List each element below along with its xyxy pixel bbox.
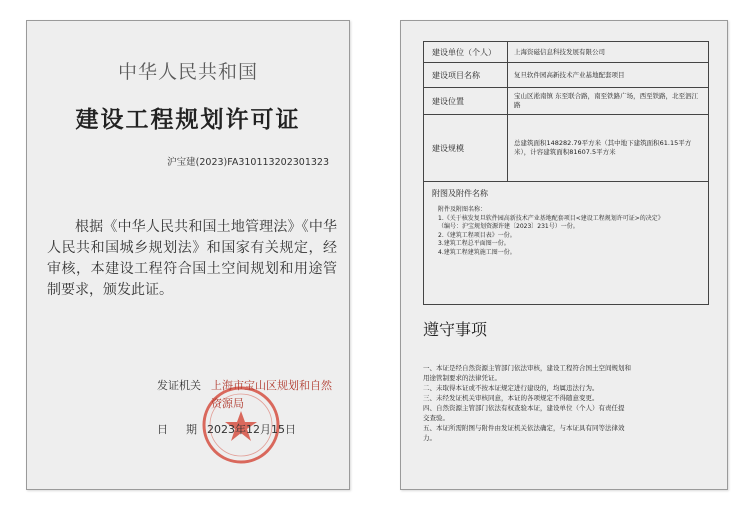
list-item: 附件及附图名称： xyxy=(438,206,487,213)
country-name: 中华人民共和国 xyxy=(117,61,258,83)
issuer-label: 发证机关 xyxy=(157,379,201,392)
permit-front-page xyxy=(26,20,350,490)
list-item: 3.建筑工程总平面图一份。 xyxy=(438,240,510,247)
row-value: 复旦软件园高新技术产业基地配套项目 xyxy=(514,70,625,79)
attachments-title: 附图及附件名称 xyxy=(432,189,488,198)
project-info-table xyxy=(423,41,709,305)
row-label: 建设项目名称 xyxy=(424,63,508,87)
list-item: 二、未取得本证或不按本证规定进行建设的，均属违法行为。 xyxy=(423,384,599,392)
row-label: 建设位置 xyxy=(424,88,508,114)
date-label: 日期 xyxy=(157,423,215,436)
permit-detail-page xyxy=(400,20,728,490)
list-item: 交查验。 xyxy=(423,414,449,422)
permit-body xyxy=(47,217,337,301)
permit-title: 建设工程规划许可证 xyxy=(75,106,301,133)
table-row xyxy=(424,88,708,115)
list-item: 4.建筑工程建筑施工图一份。 xyxy=(438,248,516,256)
row-label: 建设单位（个人） xyxy=(424,42,508,62)
table-row xyxy=(424,63,708,88)
notes-list xyxy=(423,363,707,443)
permit-body-paragraph: 根据《中华人民共和国土地管理法》《中华人民共和国城乡规划法》和国家有关规定，经审核，本建设工程符合国土空间规划和用途管制要求，颁发此证。 xyxy=(47,219,337,298)
issuer-name: 上海市宝山区规划和自然资源局 xyxy=(211,379,332,410)
attachments-list xyxy=(438,206,700,257)
table-row xyxy=(424,115,708,182)
list-item: 三、未经发证机关审核同意，本证的各项规定不得随意变更。 xyxy=(423,394,599,402)
list-item: 一、本证是经自然资源主管部门依法审核，建设工程符合国土空间规划和 xyxy=(423,364,631,372)
row-value: 总建筑面积148282.79平方米（其中地下建筑面积61.15平方米），计容建筑面积81607.5平方米 xyxy=(514,139,692,156)
row-value: 宝山区淞南镇 东至联合路，南至铁路广场，西至铁路，北至泗江路 xyxy=(514,92,699,109)
list-item: 1.《关于核发复旦软件园高新技术产业基地配套项目<建设工程规划许可证>的决定》 xyxy=(438,214,664,222)
list-item: 2.《建筑工程项目表》一份。 xyxy=(438,231,516,239)
row-value: 上海资磁信息科技发展有限公司 xyxy=(514,47,605,56)
row-label: 建设规模 xyxy=(424,115,508,181)
list-item: 力。 xyxy=(423,434,436,442)
notes-title: 遵守事项 xyxy=(423,320,488,339)
issue-date: 2023年12月15日 xyxy=(207,423,296,436)
table-row xyxy=(424,42,708,63)
list-item: 用途管制要求的法律凭证。 xyxy=(423,374,501,382)
permit-number: 沪宝建(2023)FA310113202301323 xyxy=(167,157,329,168)
list-item: 五、本证所需附图与附件由发证机关依法确定，与本证具有同等法律效 xyxy=(423,424,625,432)
list-item: （编号：沪宝规划资源许建〔2023〕231号）一份。 xyxy=(438,223,579,230)
list-item: 四、自然资源主管部门依法有权查验本证，建设单位（个人）有责任提 xyxy=(423,404,625,412)
